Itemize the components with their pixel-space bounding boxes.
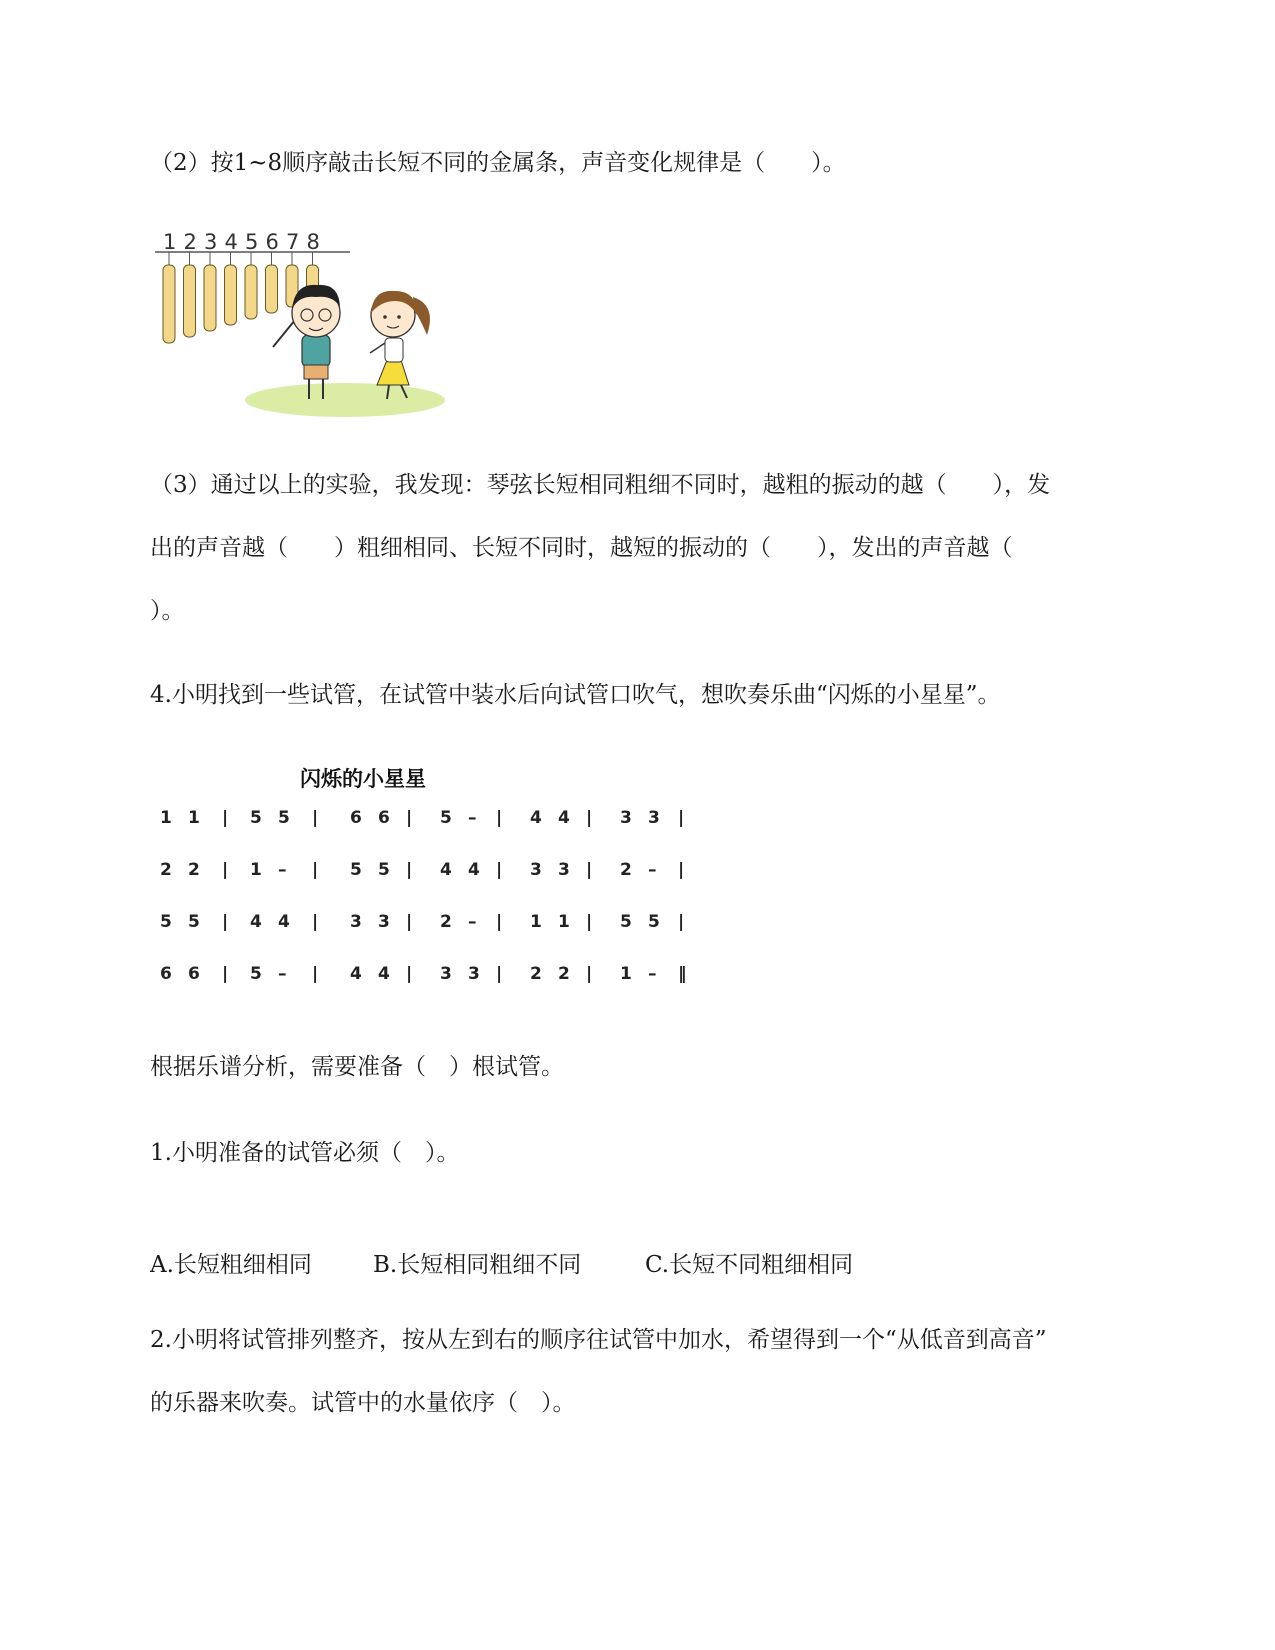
score-title: 闪烁的小星星 xyxy=(300,767,426,791)
bar-line: | xyxy=(496,912,503,932)
score-note: 3 xyxy=(530,860,542,880)
score-note: 1 xyxy=(558,912,570,932)
score-note: 3 xyxy=(468,964,480,984)
bar-line: | xyxy=(312,808,319,828)
question-4-intro: 4.小明找到一些试管，在试管中装水后向试管口吹气，想吹奏乐曲“闪烁的小星星”。 xyxy=(150,682,1001,708)
sub-question-2-line-2: 的乐器来吹奏。试管中的水量依序（ ）。 xyxy=(150,1390,576,1416)
score-note: 2 xyxy=(160,860,172,880)
bar-line: | xyxy=(222,912,229,932)
bar-number-8: 8 xyxy=(306,230,320,254)
score-note: 5 xyxy=(648,912,660,932)
bar-line: | xyxy=(678,808,685,828)
score-note: 6 xyxy=(378,808,390,828)
score-note: 3 xyxy=(558,860,570,880)
bar-line: | xyxy=(312,964,319,984)
score-note: – xyxy=(648,964,657,984)
score-note: 3 xyxy=(440,964,452,984)
score-note: 5 xyxy=(620,912,632,932)
score-note: 4 xyxy=(278,912,290,932)
score-note: 6 xyxy=(188,964,200,984)
bar-line: | xyxy=(222,808,229,828)
bar-line: | xyxy=(496,808,503,828)
score-note: 5 xyxy=(250,808,262,828)
metal-bar-3 xyxy=(204,265,216,331)
question-3-line-2: 出的声音越（ ）粗细相同、长短不同时，越短的振动的（ ），发出的声音越（ xyxy=(150,535,1013,561)
metal-bar-1 xyxy=(163,265,175,343)
bar-number-2: 2 xyxy=(183,230,197,254)
option-a: A.长短粗细相同 xyxy=(150,1252,312,1278)
score-note: 5 xyxy=(440,808,452,828)
bar-line: | xyxy=(586,808,593,828)
question-2-text: （2）按1~8顺序敲击长短不同的金属条，声音变化规律是（ ）。 xyxy=(150,150,846,176)
bar-line: | xyxy=(586,860,593,880)
bar-number-7: 7 xyxy=(286,230,300,254)
bar-number-4: 4 xyxy=(224,230,238,254)
bar-number-1: 1 xyxy=(163,230,177,254)
score-note: 1 xyxy=(250,860,262,880)
score-note: 5 xyxy=(378,860,390,880)
option-c: C.长短不同粗细相同 xyxy=(645,1252,854,1278)
bar-line: | xyxy=(496,964,503,984)
score-note: – xyxy=(468,912,477,932)
score-note: 4 xyxy=(530,808,542,828)
score-note: 4 xyxy=(558,808,570,828)
metal-bar-2 xyxy=(184,265,196,337)
sub-question-1: 1.小明准备的试管必须（ ）。 xyxy=(150,1140,460,1166)
bar-line: | xyxy=(312,912,319,932)
score-note: 4 xyxy=(250,912,262,932)
bar-line: | xyxy=(222,860,229,880)
bar-line: | xyxy=(678,860,685,880)
bar-line: | xyxy=(406,860,413,880)
score-note: 2 xyxy=(620,860,632,880)
score-note: 2 xyxy=(558,964,570,984)
score-note: 1 xyxy=(620,964,632,984)
question-3-line-3: ）。 xyxy=(150,598,185,624)
score-note: 6 xyxy=(350,808,362,828)
score-note: – xyxy=(278,964,287,984)
score-note: – xyxy=(278,860,287,880)
score-note: 3 xyxy=(648,808,660,828)
metal-bar-5 xyxy=(245,265,257,319)
bar-number-5: 5 xyxy=(245,230,259,254)
bar-line: ‖ xyxy=(678,964,687,984)
bar-line: | xyxy=(222,964,229,984)
score-note: 4 xyxy=(468,860,480,880)
girl-figure xyxy=(370,291,430,399)
score-note: 4 xyxy=(440,860,452,880)
score-note: 2 xyxy=(530,964,542,984)
score-note: 5 xyxy=(160,912,172,932)
score-note: 3 xyxy=(378,912,390,932)
score-note: 3 xyxy=(620,808,632,828)
metal-bar-4 xyxy=(225,265,237,325)
bar-line: | xyxy=(406,964,413,984)
score-note: 3 xyxy=(350,912,362,932)
score-note: 1 xyxy=(188,808,200,828)
bar-line: | xyxy=(678,912,685,932)
score-note: – xyxy=(468,808,477,828)
score-note: 5 xyxy=(250,964,262,984)
bar-number-6: 6 xyxy=(265,230,279,254)
metal-bar-6 xyxy=(266,265,278,313)
score-note: 4 xyxy=(378,964,390,984)
bar-number-3: 3 xyxy=(204,230,218,254)
sub-question-2-line-1: 2.小明将试管排列整齐，按从左到右的顺序往试管中加水，希望得到一个“从低音到高音” xyxy=(150,1327,1047,1353)
bar-line: | xyxy=(496,860,503,880)
score-note: 4 xyxy=(350,964,362,984)
score-note: 2 xyxy=(440,912,452,932)
score-note: 6 xyxy=(160,964,172,984)
bar-line: | xyxy=(586,964,593,984)
bar-line: | xyxy=(586,912,593,932)
score-note: 2 xyxy=(188,860,200,880)
question-3-line-1: （3）通过以上的实验，我发现：琴弦长短相同粗细不同时，越粗的振动的越（ ），发 xyxy=(150,472,1051,498)
score-note: 5 xyxy=(350,860,362,880)
bar-line: | xyxy=(312,860,319,880)
score-note: 1 xyxy=(160,808,172,828)
score-note: 1 xyxy=(530,912,542,932)
bar-line: | xyxy=(406,808,413,828)
metal-bars-illustration xyxy=(155,225,455,430)
bar-line: | xyxy=(406,912,413,932)
score-note: – xyxy=(648,860,657,880)
score-note: 5 xyxy=(188,912,200,932)
boy-figure xyxy=(273,285,340,399)
score-note: 5 xyxy=(278,808,290,828)
question-4-tubes: 根据乐谱分析，需要准备（ ）根试管。 xyxy=(150,1054,564,1080)
option-b: B.长短相同粗细不同 xyxy=(373,1252,582,1278)
